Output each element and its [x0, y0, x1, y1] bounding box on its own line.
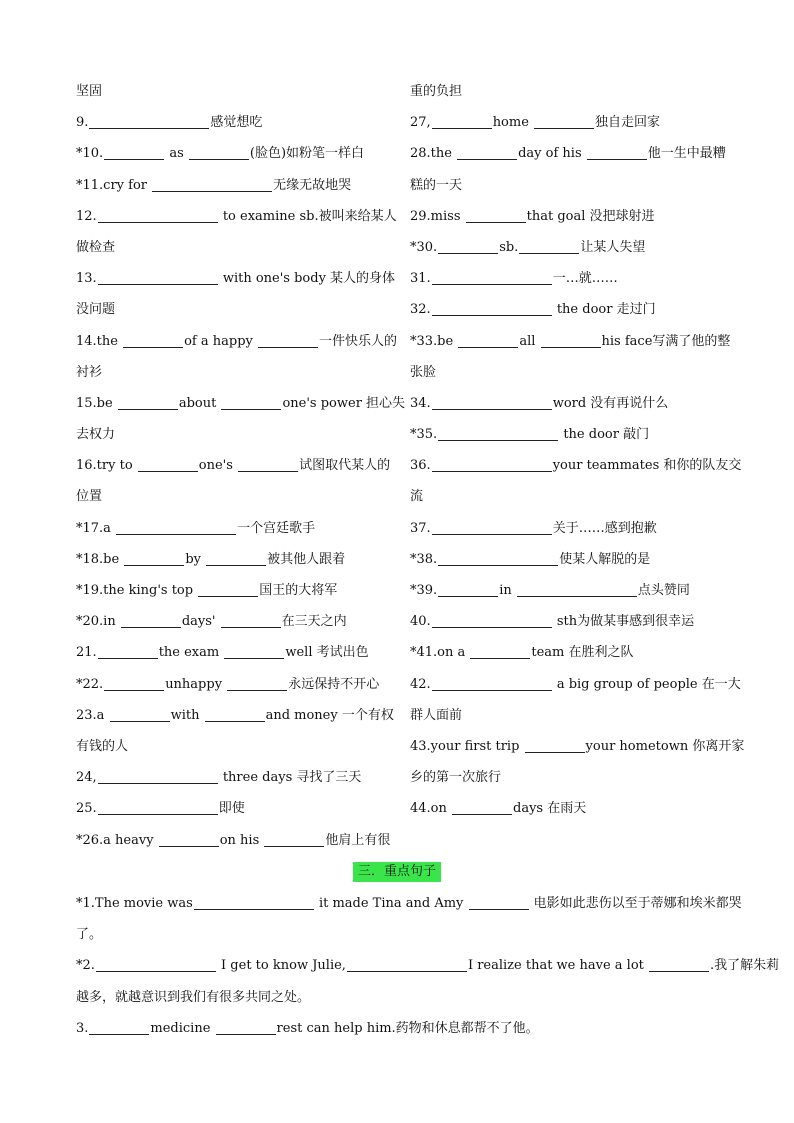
phrase-line: 流: [410, 489, 424, 505]
blank-field[interactable]: [470, 644, 530, 659]
phrase-line: 乡的第一次旅行: [410, 770, 502, 786]
blank-field[interactable]: [216, 1020, 276, 1035]
blank-field[interactable]: [517, 582, 637, 597]
phrase-line: 42. a big group of people 在一大: [410, 676, 741, 692]
blank-field[interactable]: [118, 395, 178, 410]
section-heading: 三．重点句子: [353, 862, 441, 882]
key-sentences: [76, 888, 780, 1044]
blank-field[interactable]: [432, 114, 492, 129]
blank-field[interactable]: [89, 114, 209, 129]
blank-field[interactable]: [206, 551, 266, 566]
blank-field[interactable]: [123, 333, 183, 348]
phrase-line: 9. 感觉想吃: [76, 115, 263, 131]
sentence-line: 3. medicine rest can help him.药物和休息都帮不了他。: [76, 1020, 539, 1036]
phrase-line: *33.be all his face写满了他的整: [410, 333, 731, 349]
blank-field[interactable]: [224, 644, 284, 659]
phrase-line: 位置: [76, 489, 103, 505]
phrase-line: 37. 关于……感到抱歉: [410, 520, 657, 536]
blank-field[interactable]: [438, 551, 558, 566]
phrase-line: *41.on a team 在胜利之队: [410, 645, 634, 661]
sentence-line: 越多，就越意识到我们有很多共同之处。: [76, 989, 311, 1005]
blank-field[interactable]: [469, 895, 529, 910]
blank-field[interactable]: [432, 301, 552, 316]
phrase-line: 14.the of a happy 一件快乐人的: [76, 333, 398, 349]
phrase-line: 24, three days 寻找了三天: [76, 770, 362, 786]
blank-field[interactable]: [89, 1020, 149, 1035]
phrase-line: *26.a heavy on his 他肩上有很: [76, 832, 391, 848]
phrase-line: 做检查: [76, 239, 116, 255]
phrase-line: *19.the king's top 国王的大将军: [76, 583, 338, 598]
phrase-line: 重的负担: [410, 84, 463, 99]
blank-field[interactable]: [227, 676, 287, 691]
blank-field[interactable]: [152, 177, 272, 192]
blank-field[interactable]: [438, 582, 498, 597]
phrase-line: *18.be by 被其他人跟着: [76, 551, 346, 567]
blank-field[interactable]: [541, 333, 601, 348]
phrase-line: *38. 使某人解脱的是: [410, 551, 651, 567]
blank-field[interactable]: [432, 395, 552, 410]
blank-field[interactable]: [194, 895, 314, 910]
blank-field[interactable]: [432, 457, 552, 472]
phrase-line: 44.on days 在雨天: [410, 801, 587, 817]
blank-field[interactable]: [238, 457, 298, 472]
phrase-line: 坚固: [76, 84, 103, 99]
phrase-line: 有钱的人: [76, 738, 129, 754]
phrase-line: 去权力: [76, 427, 116, 443]
phrase-line: 13. with one's body 某人的身体: [76, 271, 396, 287]
blank-field[interactable]: [432, 613, 552, 628]
phrase-line: 32. the door 走过门: [410, 302, 656, 318]
blank-field[interactable]: [452, 800, 512, 815]
blank-field[interactable]: [438, 239, 498, 254]
phrase-line: *39. in 点头赞同: [410, 583, 690, 598]
blank-field[interactable]: [96, 957, 216, 972]
phrase-line: 43.your first trip your hometown 你离开家: [410, 738, 745, 754]
phrase-line: 31. 一…就……: [410, 271, 618, 287]
blank-field[interactable]: [116, 520, 236, 535]
phrase-line: 36. your teammates 和你的队友交: [410, 458, 742, 474]
blank-field[interactable]: [458, 333, 518, 348]
phrase-line: 群人面前: [410, 707, 463, 723]
sentence-line: *2. I get to know Julie, I realize that we have a lot .我了解朱莉: [76, 958, 780, 974]
phrase-line: 糕的一天: [410, 177, 463, 193]
phrase-line: *30. sb. 让某人失望: [410, 239, 646, 255]
phrase-line: 34. word 没有再说什么: [410, 395, 669, 411]
blank-field[interactable]: [121, 613, 181, 628]
phrase-line: *20.in days' 在三天之内: [76, 614, 347, 630]
blank-field[interactable]: [438, 426, 558, 441]
sentence-line: *1.The movie was it made Tina and Amy 电影如此悲伤以至于蒂娜和埃米都哭: [76, 896, 742, 911]
phrase-line: 28.the day of his 他一生中最糟: [410, 146, 726, 162]
blank-field[interactable]: [519, 239, 579, 254]
blank-field[interactable]: [221, 613, 281, 628]
blank-field[interactable]: [587, 145, 647, 160]
phrase-line: 张脸: [410, 364, 437, 380]
phrase-line: *17.a 一个宫廷歌手: [76, 520, 316, 536]
phrase-line: 23.a with and money 一个有权: [76, 707, 394, 723]
phrase-line: 12. to examine sb.被叫来给某人: [76, 208, 397, 224]
phrase-line: *10. as (脸色)如粉笔一样白: [76, 146, 365, 162]
phrase-line: 25. 即使: [76, 801, 245, 817]
blank-field[interactable]: [432, 520, 552, 535]
blank-field[interactable]: [534, 114, 594, 129]
phrase-line: 21. the exam well 考试出色: [76, 645, 369, 661]
phrase-line: 40. sth为做某事感到很幸运: [410, 614, 695, 630]
phrase-line: 16.try to one's 试图取代某人的: [76, 458, 391, 474]
phrase-line: *11.cry for 无缘无故地哭: [76, 177, 352, 193]
blank-field[interactable]: [138, 457, 198, 472]
blank-field[interactable]: [98, 769, 218, 784]
blank-field[interactable]: [98, 800, 218, 815]
left-column: [76, 76, 406, 856]
blank-field[interactable]: [98, 644, 158, 659]
blank-field[interactable]: [124, 551, 184, 566]
blank-field[interactable]: [457, 145, 517, 160]
phrase-line: 27, home 独自走回家: [410, 115, 661, 131]
blank-field[interactable]: [189, 145, 249, 160]
blank-field[interactable]: [432, 676, 552, 691]
blank-field[interactable]: [205, 707, 265, 722]
phrase-line: 衬衫: [76, 364, 103, 380]
sentence-line: 了。: [76, 927, 103, 943]
blank-field[interactable]: [649, 957, 709, 972]
phrase-line: 15.be about one's power 担心失: [76, 395, 406, 411]
blank-field[interactable]: [432, 270, 552, 285]
blank-field[interactable]: [221, 395, 281, 410]
blank-field[interactable]: [159, 832, 219, 847]
blank-field[interactable]: [198, 582, 258, 597]
phrase-line: 29.miss that goal 没把球射进: [410, 208, 655, 224]
blank-field[interactable]: [525, 738, 585, 753]
blank-field[interactable]: [110, 707, 170, 722]
right-column: [410, 76, 745, 825]
phrase-line: *35. the door 敲门: [410, 427, 650, 443]
blank-field[interactable]: [466, 208, 526, 223]
blank-field[interactable]: [98, 270, 218, 285]
blank-field[interactable]: [104, 676, 164, 691]
blank-field[interactable]: [258, 333, 318, 348]
phrase-line: *22. unhappy 永远保持不开心: [76, 676, 380, 692]
blank-field[interactable]: [347, 957, 467, 972]
blank-field[interactable]: [264, 832, 324, 847]
phrase-line: 没问题: [76, 302, 116, 318]
blank-field[interactable]: [98, 208, 218, 223]
blank-field[interactable]: [104, 145, 164, 160]
